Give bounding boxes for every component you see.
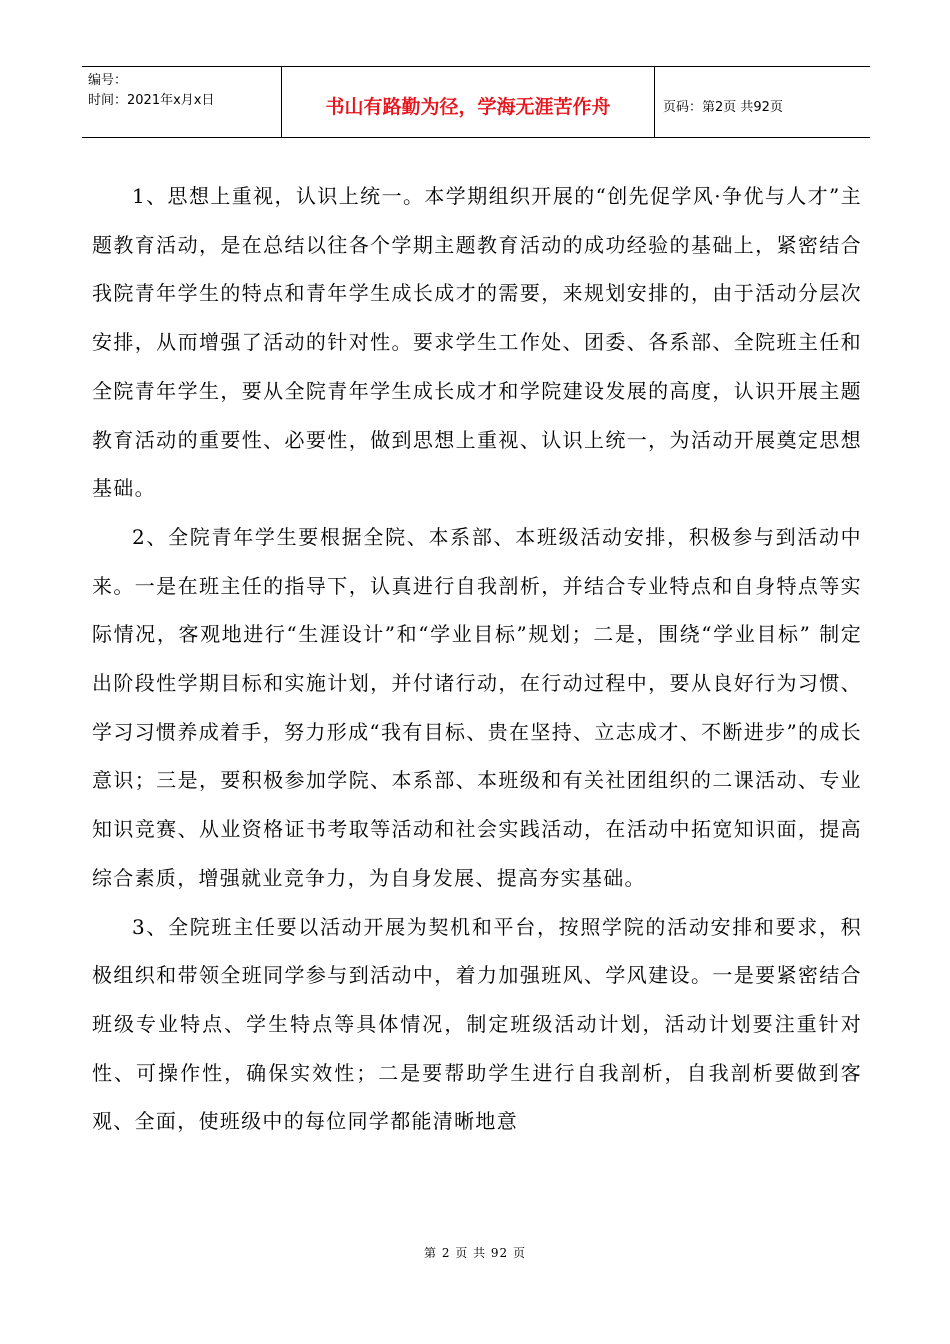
document-date-label: 时间：2021年x月x日 [88, 93, 215, 108]
header-motto: 书山有路勤为径，学海无涯苦作舟 [282, 67, 655, 137]
body-paragraph-2: 2、全院青年学生要根据全院、本系部、本班级活动安排，积极参与到活动中来。一是在班主任的指导下，认真进行自我剖析，并结合专业特点和自身特点等实际情况，客观地进行“生涯设计”和“学业目标”规划；二是，围绕“学业目标” 制定出阶段性学期目标和实施计划，并付诸行动，在行动过程中，要从良好行为习惯、学习习惯养成着手，努力形成“我有目标、贵在坚持、立志成才、不断进步”的成长意识；三是，要积极参加学院、本系部、本班级和有关社团组织的二课活动、专业知识竞赛、从业资格证书考取等活动和社会实践活动，在活动中拓宽知识面，提高综合素质，增强就业竞争力，为自身发展、提高夯实基础。 [92, 524, 862, 890]
document-header [82, 66, 870, 138]
body-paragraph-1: 1、思想上重视，认识上统一。本学期组织开展的“创先促学风·争优与人才”主题教育活动，是在总结以往各个学期主题教育活动的成功经验的基础上，紧密结合我院青年学生的特点和青年学生成长成才的需要，来规划安排的，由于活动分层次安排，从而增强了活动的针对性。要求学生工作处、团委、各系部、全院班主任和全院青年学生，要从全院青年学生成长成才和学院建设发展的高度，认识开展主题教育活动的重要性、必要性，做到思想上重视、认识上统一，为活动开展奠定思想基础。 [92, 184, 862, 501]
header-page-code: 页码：第2页 共92页 [663, 99, 783, 115]
document-body [92, 172, 862, 1146]
document-number-label: 编号： [88, 73, 128, 88]
header-meta [82, 67, 282, 137]
page-footer: 第 2 页 共 92 页 [424, 1246, 526, 1260]
body-paragraph-3: 3、全院班主任要以活动开展为契机和平台，按照学院的活动安排和要求，积极组织和带领全班同学参与到活动中，着力加强班风、学风建设。一是要紧密结合班级专业特点、学生特点等具体情况，制定班级活动计划，活动计划要注重针对性、可操作性，确保实效性；二是要帮助学生进行自我剖析，自我剖析要做到客观、全面，使班级中的每位同学都能清晰地意 [92, 914, 862, 1134]
